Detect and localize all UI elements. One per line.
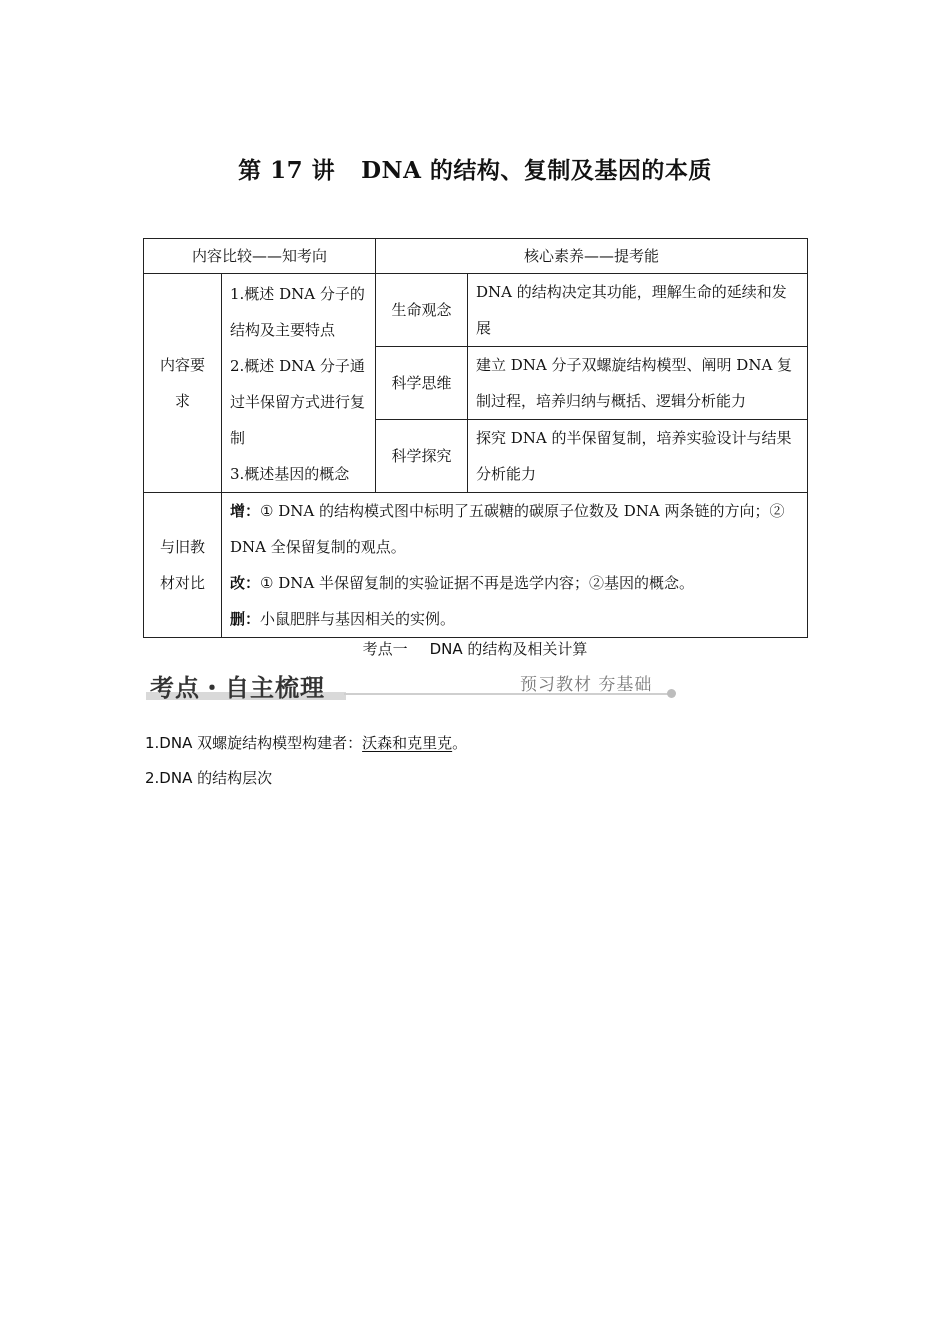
comparison-tag: 增： — [230, 502, 261, 520]
lecture-topic: DNA 的结构、复制及基因的本质 — [361, 157, 712, 184]
literacy-desc: 探究 DNA 的半保留复制，培养实验设计与结果分析能力 — [468, 420, 808, 493]
comparison-cell — [222, 493, 808, 638]
item-answer: 沃森和克里克 — [362, 734, 453, 752]
outline-table — [143, 238, 808, 638]
requirement-item: 3.概述基因的概念 — [230, 465, 350, 483]
literacy-name: 科学思维 — [376, 347, 468, 420]
content-item-2: 2.DNA 的结构层次 — [145, 769, 273, 787]
table-row — [144, 274, 808, 347]
comparison-text: ① DNA 半保留复制的实验证据不再是选学内容；②基因的概念。 — [260, 574, 694, 592]
content-item-1 — [145, 732, 467, 753]
literacy-desc: 建立 DNA 分子双螺旋结构模型、阐明 DNA 复制过程，培养归纳与概括、逻辑分析能力 — [468, 347, 808, 420]
section-name: DNA 的结构及相关计算 — [429, 640, 588, 658]
banner-dot-icon — [667, 689, 676, 698]
item-label: 1.DNA 双螺旋结构模型构建者： — [145, 734, 363, 752]
comparison-item — [230, 601, 799, 637]
lecture-number: 第 17 讲 — [238, 157, 336, 184]
item-end: 。 — [452, 734, 468, 752]
comparison-item — [230, 493, 799, 565]
row-label-comparison: 与旧教材对比 — [144, 493, 222, 638]
header-content-comparison: 内容比较——知考向 — [144, 239, 376, 274]
banner-sub-text: 预习教材 夯基础 — [520, 675, 653, 695]
banner-main-text: 考点・自主梳理 — [150, 674, 325, 702]
comparison-text: ① DNA 的结构模式图中标明了五碳糖的碳原子位数及 DNA 两条链的方向；② DNA 全保留复制的观点。 — [230, 502, 785, 556]
requirement-item: 2.概述 DNA 分子通过半保留方式进行复制 — [230, 357, 366, 447]
section-prefix: 考点一 — [362, 640, 408, 658]
literacy-name: 科学探究 — [376, 420, 468, 493]
row-label-content-requirements: 内容要求 — [144, 274, 222, 493]
table-header-row — [144, 239, 808, 274]
literacy-name: 生命观念 — [376, 274, 468, 347]
requirements-cell — [222, 274, 376, 493]
comparison-tag: 删： — [230, 610, 261, 628]
section-title — [0, 638, 950, 659]
table-row — [144, 493, 808, 638]
comparison-item — [230, 565, 799, 601]
requirement-item: 1.概述 DNA 分子的结构及主要特点 — [230, 285, 365, 339]
section-banner — [146, 666, 686, 706]
literacy-desc: DNA 的结构决定其功能，理解生命的延续和发展 — [468, 274, 808, 347]
header-core-literacy: 核心素养——提考能 — [376, 239, 808, 274]
comparison-text: 小鼠肥胖与基因相关的实例。 — [260, 610, 456, 628]
comparison-tag: 改： — [230, 574, 261, 592]
page-title — [0, 152, 950, 185]
